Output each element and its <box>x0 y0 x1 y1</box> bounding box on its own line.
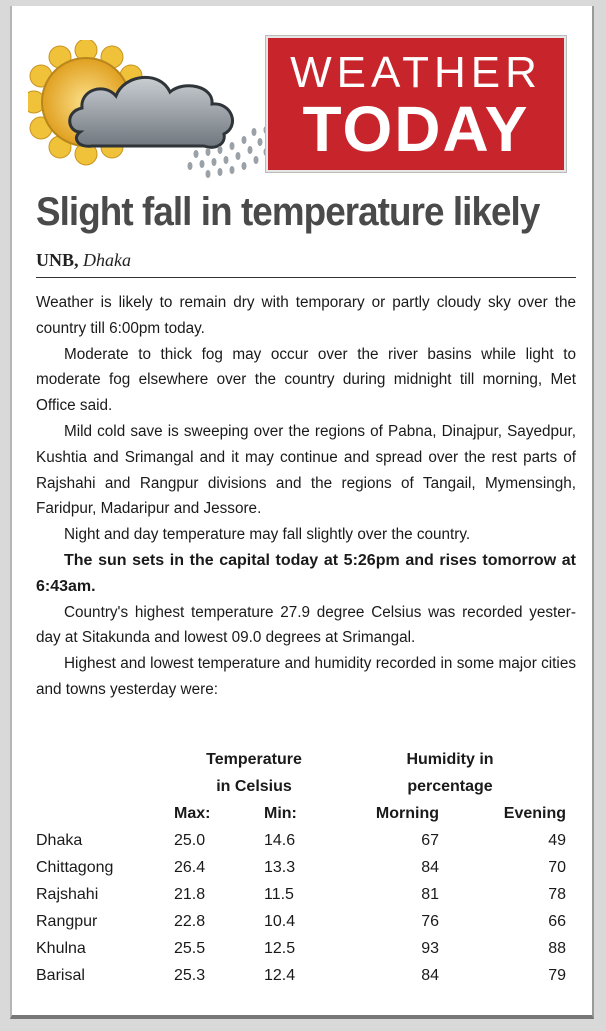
cell-evening: 66 <box>548 912 566 930</box>
cell-min: 12.4 <box>264 966 296 984</box>
table-row <box>36 908 566 935</box>
byline-divider <box>36 277 576 278</box>
group-header-temperature-unit: in Celsius <box>216 778 292 795</box>
group-header-temperature: Temperature <box>206 751 302 768</box>
cell-morning: 76 <box>421 912 439 930</box>
cell-city: Rajshahi <box>36 885 99 903</box>
table-row <box>36 854 566 881</box>
table-row <box>36 962 566 989</box>
cell-max: 25.3 <box>174 966 206 984</box>
cell-city: Barisal <box>36 966 85 984</box>
cell-max: 22.8 <box>174 912 206 930</box>
cell-morning: 81 <box>421 885 439 903</box>
paragraph: Mild cold save is sweeping over the regions of Pabna, Dinajpur, Sayedpur, Kushtia and Srimangal and it may continue and spread over the rest parts of Rajshahi and Rangpur divisions and the regions of Tangail, Mymensingh, Faridpur, Madaripur and Jessore. <box>36 422 576 518</box>
table-row <box>36 827 566 854</box>
column-header-min: Min: <box>264 804 297 822</box>
cell-max: 25.0 <box>174 831 206 849</box>
cell-max: 26.4 <box>174 858 206 876</box>
cell-max: 21.8 <box>174 885 206 903</box>
table-row <box>36 935 566 962</box>
cell-min: 14.6 <box>264 831 296 849</box>
byline-place: Dhaka <box>83 250 132 270</box>
cell-max: 25.5 <box>174 939 206 957</box>
cell-evening: 49 <box>548 831 566 849</box>
headline: Slight fall in temperature likely <box>36 190 540 234</box>
cell-morning: 84 <box>421 858 439 876</box>
cell-evening: 79 <box>548 966 566 984</box>
cell-city: Chittagong <box>36 858 114 876</box>
column-header-max: Max: <box>174 804 211 822</box>
table-row <box>36 881 566 908</box>
weather-today-badge <box>266 36 566 172</box>
badge-line-weather: WEATHER <box>290 48 542 97</box>
cell-evening: 70 <box>548 858 566 876</box>
column-header-evening: Evening <box>503 804 566 822</box>
paragraph: Highest and lowest temperature and humidity recorded in some major cities and towns yesterday were: <box>36 655 576 698</box>
cell-min: 13.3 <box>264 858 296 876</box>
group-header-humidity: Humidity in <box>406 751 494 768</box>
cell-evening: 88 <box>548 939 566 957</box>
paragraph: Country's highest temperature 27.9 degree Celsius was recorded yester-day at Sitakunda and lowest 09.0 degrees at Srimangal. <box>36 603 576 647</box>
badge-line-today: TODAY <box>302 93 530 165</box>
paragraph: Weather is likely to remain dry with temporary or partly cloudy sky over the country till 6:00pm today. <box>36 294 576 337</box>
byline-agency: UNB, <box>36 250 79 270</box>
sun-cloud-rain-icon <box>28 40 278 180</box>
article-body <box>36 290 576 703</box>
table-group-header-row-2 <box>36 773 566 800</box>
paragraph: Night and day temperature may fall slightly over the country. <box>64 526 471 544</box>
cell-min: 10.4 <box>264 912 296 930</box>
cell-evening: 78 <box>548 885 566 903</box>
paragraph-highlight: The sun sets in the capital today at 5:26pm and rises tomorrow at 6:43am. <box>36 551 576 595</box>
cell-morning: 93 <box>421 939 439 957</box>
column-header-morning: Morning <box>375 804 439 822</box>
cell-city: Rangpur <box>36 912 98 930</box>
cell-min: 12.5 <box>264 939 296 957</box>
cell-min: 11.5 <box>264 885 294 903</box>
cell-morning: 84 <box>421 966 439 984</box>
cell-morning: 67 <box>421 831 439 849</box>
temperature-humidity-table <box>36 746 566 989</box>
paragraph: Moderate to thick fog may occur over the river basins while light to moderate fog elsewhere over the country during midnight till morning, Met Office said. <box>36 345 576 415</box>
cell-city: Khulna <box>36 939 86 957</box>
group-header-humidity-unit: percentage <box>407 778 493 795</box>
byline <box>36 250 131 271</box>
table-group-header-row-1 <box>36 746 566 773</box>
cell-city: Dhaka <box>36 831 83 849</box>
table-column-header-row <box>36 800 566 827</box>
